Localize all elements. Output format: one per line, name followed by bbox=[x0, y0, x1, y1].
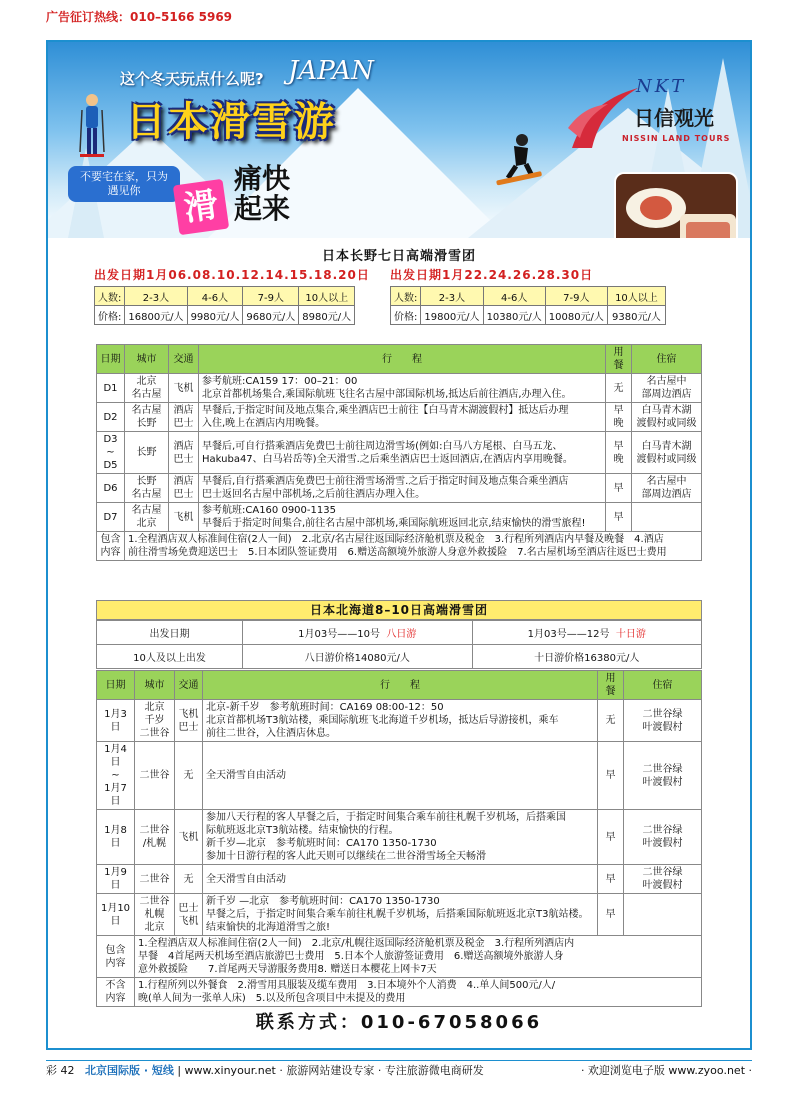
text-line: 叶渡假村 bbox=[642, 838, 683, 849]
text-line: 名古屋 bbox=[131, 505, 162, 516]
text-line: 二世谷绿 bbox=[642, 763, 683, 775]
text-line: 1.全程酒店双人标准间住宿(2人一间) 2.北京/名古屋往返国际经济舱机票及税金 3.行程所列酒店内早餐及晚餐 4.酒店 bbox=[128, 534, 664, 545]
text-line: 早 bbox=[605, 873, 616, 885]
text-line: 全天滑雪自由活动 bbox=[206, 873, 286, 885]
price-cell: 2-3人 bbox=[125, 287, 187, 306]
ad-hotline: 广告征订热线：010–5166 5969 bbox=[46, 10, 233, 24]
meal-cell bbox=[606, 432, 632, 474]
text-line: 北京-新千岁 参考航班时间：CA169 08:00-12：50 bbox=[206, 702, 444, 713]
header-cell: 日期 bbox=[97, 671, 135, 700]
nkt-logo bbox=[562, 72, 732, 168]
city-cell bbox=[135, 742, 175, 810]
text-line: ~ bbox=[111, 770, 120, 781]
day-cell bbox=[97, 700, 135, 742]
text-line: 名古屋中 bbox=[646, 476, 687, 487]
brochure-frame bbox=[46, 40, 752, 1050]
text-line: 包含 bbox=[100, 534, 121, 545]
hero-bubble bbox=[68, 166, 180, 202]
header-cell: 住宿 bbox=[624, 671, 702, 700]
hotel-cell bbox=[624, 810, 702, 865]
text-line: 1.行程所列以外餐食 2.滑雪用具服装及缆车费用 3.日本境外个人消费 4..单人间500元/人/ bbox=[138, 980, 556, 991]
price-cell: 7-9人 bbox=[545, 287, 607, 306]
day-cell bbox=[97, 503, 125, 532]
text-line: 1月9日 bbox=[104, 867, 127, 891]
text-line: 二世谷绿 bbox=[642, 825, 683, 836]
city-cell bbox=[125, 474, 169, 503]
itinerary-table-hokkaido bbox=[96, 670, 702, 1007]
day-cell bbox=[97, 810, 135, 865]
day-cell bbox=[97, 374, 125, 403]
text-line: 无 bbox=[183, 873, 194, 885]
text-line: 巴士 bbox=[173, 418, 194, 429]
hotel-cell bbox=[632, 432, 702, 474]
price-a: 八日游价格14080元/人 bbox=[243, 645, 473, 669]
includes-row bbox=[97, 532, 702, 561]
text-line: 北京 bbox=[136, 376, 157, 387]
meal-cell bbox=[598, 700, 624, 742]
price-value-row bbox=[391, 306, 666, 325]
text-line: 酒店 bbox=[173, 405, 194, 416]
text-line: 参考航班:CA159 17：00–21：00 bbox=[202, 376, 358, 387]
text-line: 意外救援险 7.首尾两天导游服务费用8. 赠送日本樱花上网卡7天 bbox=[138, 964, 437, 975]
excludes-row bbox=[97, 978, 702, 1007]
text-line: 早餐后,于指定时间及地点集合,乘坐酒店巴士前往【白马青木湖渡假村】抵达后办理 bbox=[202, 405, 569, 416]
day-cell bbox=[97, 474, 125, 503]
page-footer bbox=[46, 1060, 752, 1080]
text-line: 二世谷 bbox=[139, 873, 170, 885]
text-line: 前往二世谷，入住酒店休息。 bbox=[206, 728, 336, 739]
text-line: 巴士 bbox=[173, 453, 194, 465]
transport-cell bbox=[175, 810, 203, 865]
price-table-left bbox=[94, 286, 355, 325]
itinerary-row bbox=[97, 432, 702, 474]
text-line: 白马青木湖 bbox=[641, 405, 692, 416]
text-line: 北京首都机场集合,乘国际航班飞往名古屋中部国际机场,抵达后前往酒店,办理入住。 bbox=[202, 389, 572, 400]
hotel-cell bbox=[624, 894, 702, 936]
itinerary-table-nagano bbox=[96, 344, 702, 561]
group-price-row bbox=[97, 645, 702, 669]
price-cell: 8980元/人 bbox=[299, 306, 355, 325]
price-cell: 10080元/人 bbox=[545, 306, 607, 325]
includes-label bbox=[97, 936, 135, 978]
bubble-line: 不要宅在家，只为 bbox=[80, 170, 168, 183]
price-cell: 10人以上 bbox=[299, 287, 355, 306]
text-line: 叶渡假村 bbox=[642, 880, 683, 891]
text-line: 1月7日 bbox=[104, 783, 127, 807]
header-cell: 行 程 bbox=[199, 345, 606, 374]
itinerary-cell bbox=[203, 894, 598, 936]
itinerary-row bbox=[97, 894, 702, 936]
meal-cell bbox=[606, 374, 632, 403]
text-line: 不含 bbox=[105, 980, 126, 991]
city-cell bbox=[135, 894, 175, 936]
price-b: 十日游价格16380元/人 bbox=[472, 645, 702, 669]
depart-option-a: 1月03号——10号 八日游 bbox=[243, 621, 473, 645]
text-line: 渡假村或同级 bbox=[636, 418, 697, 429]
contact-info: 联系方式：010-67058066 bbox=[255, 1012, 543, 1033]
includes-text bbox=[125, 532, 702, 561]
text-line: 巴士 bbox=[173, 489, 194, 500]
text-line: 名古屋 bbox=[131, 489, 162, 500]
itinerary-cell bbox=[203, 700, 598, 742]
price-cell: 7-9人 bbox=[243, 287, 299, 306]
header-cell: 日期 bbox=[97, 345, 125, 374]
price-cell: 人数: bbox=[95, 287, 125, 306]
price-cell: 9980元/人 bbox=[187, 306, 243, 325]
text-line: D7 bbox=[103, 511, 118, 523]
day-cell bbox=[97, 865, 135, 894]
day-cell bbox=[97, 403, 125, 432]
itinerary-cell bbox=[199, 503, 606, 532]
city-cell bbox=[125, 374, 169, 403]
hotel-cell bbox=[632, 503, 702, 532]
itinerary-row bbox=[97, 474, 702, 503]
text-line: D3 ~ D5 bbox=[103, 434, 118, 471]
text-line: 参考航班:CA160 0900-1135 bbox=[202, 505, 336, 516]
itinerary-row bbox=[97, 810, 702, 865]
transport-cell bbox=[175, 894, 203, 936]
header-cell: 交通 bbox=[175, 671, 203, 700]
itinerary-row bbox=[97, 374, 702, 403]
text-line: 早餐之后，于指定时间集合乘车前往札幌千岁机场，后搭乘国际航班返北京T3航站楼。 bbox=[206, 909, 589, 920]
transport-cell bbox=[175, 742, 203, 810]
text-line: 北京 bbox=[144, 702, 165, 713]
text-line: 酒店 bbox=[173, 476, 194, 487]
text-line: 北京 bbox=[144, 922, 165, 933]
text-line: 早餐后,自行搭乘酒店免费巴士前往滑雪场滑雪.之后于指定时间及地点集合乘坐酒店 bbox=[202, 476, 569, 487]
itinerary-body bbox=[97, 374, 702, 532]
text-line: 二世谷 bbox=[139, 770, 170, 781]
footer-website[interactable]: | www.xinyour.net · 旅游网站建设专家 · 专注旅游微电商研发 bbox=[177, 1064, 484, 1077]
logo-cn-text: 日信观光 bbox=[634, 106, 714, 130]
text-line: 结束愉快的北海道滑雪之旅! bbox=[206, 922, 331, 933]
text-line: 早 bbox=[613, 482, 624, 494]
text-line: Hakuba47、白马岩岳等)全天滑雪.之后乘坐酒店巴士返回酒店,在酒店内享用晚餐。 bbox=[202, 453, 573, 465]
itinerary-cell bbox=[199, 403, 606, 432]
group-label: 10人及以上出发 bbox=[97, 645, 243, 669]
meal-cell bbox=[606, 403, 632, 432]
text-line: 飞机 bbox=[178, 831, 199, 843]
day-cell bbox=[97, 894, 135, 936]
price-cell: 2-3人 bbox=[421, 287, 483, 306]
text-line: 二世谷绿 bbox=[642, 867, 683, 878]
price-cell: 9680元/人 bbox=[243, 306, 299, 325]
text-line: 无 bbox=[183, 770, 194, 781]
itinerary-cell bbox=[199, 474, 606, 503]
text-line: 参加八天行程的客人早餐之后，于指定时间集合乘车前往札幌千岁机场，后搭乘国 bbox=[206, 812, 566, 823]
text-line: 札幌 bbox=[144, 909, 165, 920]
meal-cell bbox=[606, 474, 632, 503]
depart-label: 出发日期 bbox=[97, 621, 243, 645]
price-cell: 10人以上 bbox=[607, 287, 665, 306]
city-cell bbox=[125, 403, 169, 432]
hotel-cell bbox=[624, 742, 702, 810]
price-table-right bbox=[390, 286, 666, 325]
hero-slogan bbox=[234, 164, 290, 224]
text-line: 酒店 bbox=[173, 440, 194, 452]
text-line: 早餐后,可自行搭乘酒店免费巴士前往周边滑雪场(例如:白马八方尾根、白马五龙、 bbox=[202, 440, 563, 452]
meal-cell bbox=[598, 865, 624, 894]
text-line: 内容 bbox=[100, 547, 121, 558]
excludes-text bbox=[135, 978, 702, 1007]
bubble-line: 遇见你 bbox=[107, 184, 141, 197]
text-line: 千岁 bbox=[144, 715, 165, 726]
hero-japan-text: JAPAN bbox=[288, 56, 374, 86]
price-cell: 人数: bbox=[391, 287, 421, 306]
text-line: 早 bbox=[605, 770, 616, 781]
itinerary-header-row bbox=[97, 671, 702, 700]
transport-cell bbox=[169, 474, 199, 503]
snowboarder-icon bbox=[488, 130, 548, 190]
text-line: 早餐后于指定时间集合,前往名古屋中部机场,乘国际航班返回北京,结束愉快的滑雪旅程! bbox=[202, 518, 586, 529]
text-line: 1月10日 bbox=[100, 902, 131, 927]
text-line: 名古屋中 bbox=[646, 376, 687, 387]
text-line: 新千岁—北京 参考航班时间：CA170 1350-1730 bbox=[206, 838, 437, 849]
price-cell: 16800元/人 bbox=[125, 306, 187, 325]
text-line: 晚 bbox=[613, 418, 624, 429]
text-line: D2 bbox=[103, 411, 118, 423]
text-line: 内容 bbox=[105, 993, 126, 1004]
edition-label: 北京国际版 · 短线 bbox=[85, 1064, 174, 1077]
text-line: 巴士 bbox=[178, 721, 199, 733]
text-line: D1 bbox=[103, 382, 118, 394]
hotel-cell bbox=[632, 403, 702, 432]
price-header-row bbox=[95, 287, 355, 306]
text-line: 内容 bbox=[105, 957, 126, 969]
price-value-row bbox=[95, 306, 355, 325]
itinerary-cell bbox=[203, 865, 598, 894]
itinerary-row bbox=[97, 503, 702, 532]
itinerary-row bbox=[97, 700, 702, 742]
header-cell: 用餐 bbox=[598, 671, 624, 700]
price-cell: 价格: bbox=[391, 306, 421, 325]
text-line: D6 bbox=[103, 482, 118, 494]
city-cell bbox=[125, 503, 169, 532]
hotel-cell bbox=[624, 865, 702, 894]
text-line: 早 bbox=[605, 909, 616, 920]
price-cell: 4-6人 bbox=[187, 287, 243, 306]
header-cell: 城市 bbox=[125, 345, 169, 374]
itinerary-cell bbox=[203, 742, 598, 810]
text-line: 渡假村或同级 bbox=[636, 453, 697, 465]
header-cell: 交通 bbox=[169, 345, 199, 374]
depart-tag: 十日游 bbox=[615, 629, 646, 640]
text-line: 飞机 bbox=[173, 382, 194, 394]
text-line: 1月3日 bbox=[104, 708, 127, 733]
price-cell: 10380元/人 bbox=[483, 306, 545, 325]
includes-label bbox=[97, 532, 125, 561]
hero-title: 日本滑雪游 bbox=[126, 99, 336, 145]
depart-row bbox=[97, 621, 702, 645]
crane-logo-icon bbox=[562, 78, 642, 158]
logo-en-text: NISSIN LAND TOURS bbox=[622, 134, 731, 143]
text-line: 前往滑雪场免费迎送巴士 5.日本团队签证费用 6.赠送高额境外旅游人身意外救援险 7.名古屋机场至酒店往返巴士费用 bbox=[128, 547, 667, 558]
footer-left bbox=[46, 1061, 484, 1081]
transport-cell bbox=[175, 700, 203, 742]
logo-nkt-text: NKT bbox=[636, 76, 687, 97]
hotel-cell bbox=[632, 374, 702, 403]
text-line: 飞机 bbox=[178, 708, 199, 720]
text-line: 入住,晚上在酒店内用晚餐。 bbox=[202, 418, 326, 429]
footer-right[interactable]: · 欢迎浏览电子版 www.zyoo.net · bbox=[580, 1064, 752, 1077]
price-cell: 4-6人 bbox=[483, 287, 545, 306]
itinerary-body bbox=[97, 700, 702, 936]
skier-icon bbox=[78, 92, 106, 162]
section2-title: 日本北海道8–10日高端滑雪团 bbox=[96, 600, 702, 620]
text-line: 二世谷 bbox=[139, 728, 170, 739]
slogan-line: 痛快 bbox=[234, 162, 291, 195]
day-cell bbox=[97, 742, 135, 810]
transport-cell bbox=[169, 503, 199, 532]
price-cell: 19800元/人 bbox=[421, 306, 483, 325]
text-line: 际航班返北京T3航站楼。结束愉快的行程。 bbox=[206, 825, 399, 836]
includes-text bbox=[135, 936, 702, 978]
text-line: 长野 bbox=[136, 418, 157, 429]
text-line: 飞机 bbox=[173, 511, 194, 523]
text-line: 名古屋 bbox=[131, 405, 162, 416]
slogan-line: 起来 bbox=[234, 192, 291, 225]
text-line: 全天滑雪自由活动 bbox=[206, 770, 286, 781]
itinerary-header-row bbox=[97, 345, 702, 374]
text-line: 晚(单人间为一张单人床) 5.以及所包含项目中未提及的费用 bbox=[138, 993, 406, 1004]
hero-slide-character: 滑 bbox=[173, 179, 229, 235]
text-line: 无 bbox=[613, 382, 624, 394]
meal-cell bbox=[598, 894, 624, 936]
text-line: 飞机 bbox=[178, 915, 199, 927]
text-line: 包含 bbox=[105, 944, 126, 956]
excludes-label bbox=[97, 978, 135, 1007]
depart-option-b: 1月03号——12号 十日游 bbox=[472, 621, 702, 645]
transport-cell bbox=[169, 432, 199, 474]
header-cell: 城市 bbox=[135, 671, 175, 700]
hero-banner bbox=[48, 42, 750, 238]
meal-cell bbox=[606, 503, 632, 532]
text-line: 二世谷绿 bbox=[642, 708, 683, 720]
header-cell: 住宿 bbox=[632, 345, 702, 374]
itinerary-cell bbox=[199, 374, 606, 403]
section1-title: 日本长野七日高端滑雪团 bbox=[321, 249, 476, 264]
itinerary-row bbox=[97, 403, 702, 432]
itinerary-row bbox=[97, 865, 702, 894]
header-cell: 行 程 bbox=[203, 671, 598, 700]
transport-cell bbox=[175, 865, 203, 894]
price-header-row bbox=[391, 287, 666, 306]
text-line: 巴士返回名古屋中部机场,之后前往酒店办理入住。 bbox=[202, 489, 426, 500]
section1-depart-right: 出发日期1月22.24.26.28.30日 bbox=[390, 268, 594, 282]
text-line: 叶渡假村 bbox=[642, 721, 683, 733]
meal-cell bbox=[598, 810, 624, 865]
section2-depart-table bbox=[96, 620, 702, 669]
hero-tagline: 这个冬天玩点什么呢? bbox=[120, 70, 264, 88]
city-cell bbox=[135, 700, 175, 742]
price-cell: 9380元/人 bbox=[607, 306, 665, 325]
page-number: 彩 42 bbox=[46, 1064, 75, 1077]
text-line: 1月8日 bbox=[104, 825, 127, 849]
text-line: 早 bbox=[605, 831, 616, 843]
text-line: 巴士 bbox=[178, 902, 199, 914]
text-line: /札幌 bbox=[142, 838, 167, 849]
text-line: 长野 bbox=[136, 447, 157, 458]
text-line: 名古屋 bbox=[131, 389, 162, 400]
text-line: 1月4日 bbox=[104, 744, 127, 768]
text-line: 新千岁 —北京 参考航班时间：CA170 1350-1730 bbox=[206, 896, 440, 907]
meal-cell bbox=[598, 742, 624, 810]
text-line: 1.全程酒店双人标准间住宿(2人一间) 2.北京/札幌往返国际经济舱机票及税金 3.行程所列酒店内 bbox=[138, 938, 575, 949]
text-line: 早 bbox=[613, 405, 624, 416]
city-cell bbox=[125, 432, 169, 474]
section1-depart-left: 出发日期1月06.08.10.12.14.15.18.20日 bbox=[94, 268, 370, 282]
text-line: 部周边酒店 bbox=[641, 389, 692, 400]
hotel-cell bbox=[624, 700, 702, 742]
text-line: 叶渡假村 bbox=[642, 776, 683, 788]
text-line: 长野 bbox=[136, 476, 157, 487]
header-cell: 用餐 bbox=[606, 345, 632, 374]
includes-row bbox=[97, 936, 702, 978]
city-cell bbox=[135, 810, 175, 865]
text-line: 北京首都机场T3航站楼，乘国际航班飞北海道千岁机场，抵达后导游接机，乘车 bbox=[206, 715, 559, 726]
depart-tag: 八日游 bbox=[386, 629, 417, 640]
hotel-cell bbox=[632, 474, 702, 503]
text-line: 早 bbox=[613, 440, 624, 452]
itinerary-row bbox=[97, 742, 702, 810]
price-cell: 价格: bbox=[95, 306, 125, 325]
text-line: 早餐 4首尾两天机场至酒店旅游巴士费用 5.日本个人旅游签证费用 6.赠送高额境外旅游人身 bbox=[138, 951, 564, 962]
text-line: 部周边酒店 bbox=[641, 489, 692, 500]
text-line: 参加十日游行程的客人此天则可以继续在二世谷滑雪场全天畅滑 bbox=[206, 851, 486, 862]
city-cell bbox=[135, 865, 175, 894]
text-line: 二世谷 bbox=[139, 825, 170, 836]
text-line: 晚 bbox=[613, 453, 624, 465]
japanese-food-photo bbox=[614, 172, 738, 238]
itinerary-cell bbox=[199, 432, 606, 474]
transport-cell bbox=[169, 403, 199, 432]
text-line: 北京 bbox=[136, 518, 157, 529]
text-line: 无 bbox=[605, 715, 616, 726]
text-line: 白马青木湖 bbox=[641, 440, 692, 452]
text-line: 二世谷 bbox=[139, 896, 170, 907]
transport-cell bbox=[169, 374, 199, 403]
day-cell bbox=[97, 432, 125, 474]
text-line: 早 bbox=[613, 511, 624, 523]
itinerary-cell bbox=[203, 810, 598, 865]
